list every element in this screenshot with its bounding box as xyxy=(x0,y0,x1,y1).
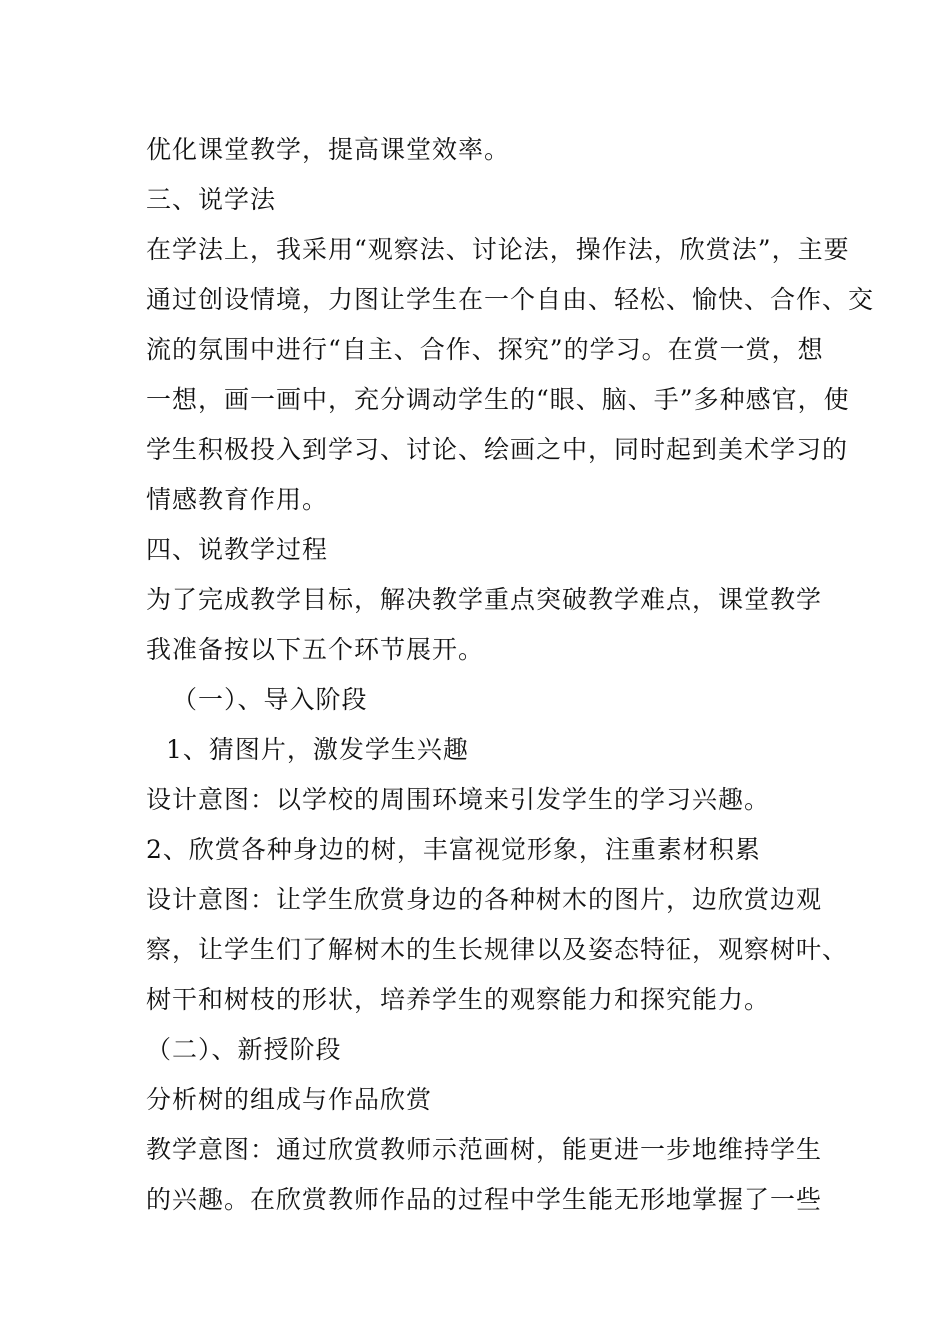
subsection-heading: （二）、新授阶段 xyxy=(146,1035,342,1064)
paragraph-line: 学生积极投入到学习、讨论、绘画之中，同时起到美术学习的 xyxy=(146,435,849,464)
paragraph-line: 树干和树枝的形状，培养学生的观察能力和探究能力。 xyxy=(146,985,771,1014)
section-heading: 四、说教学过程 xyxy=(146,535,329,564)
section-heading: 三、说学法 xyxy=(146,185,277,214)
paragraph-line: 一想，画一画中，充分调动学生的“眼、脑、手”多种感官，使 xyxy=(146,385,850,414)
list-item: 2、欣赏各种身边的树，丰富视觉形象，注重素材积累 xyxy=(146,835,761,864)
paragraph-line: 情感教育作用。 xyxy=(146,485,329,514)
paragraph-line: 设计意图：让学生欣赏身边的各种树木的图片，边欣赏边观 xyxy=(146,885,823,914)
paragraph-line: 教学意图：通过欣赏教师示范画树，能更进一步地维持学生 xyxy=(146,1135,823,1164)
list-item: 1、猜图片，激发学生兴趣 xyxy=(166,735,469,764)
paragraph-line: 设计意图：以学校的周围环境来引发学生的学习兴趣。 xyxy=(146,785,771,814)
paragraph-line: 在学法上，我采用“观察法、讨论法，操作法，欣赏法”，主要 xyxy=(146,235,850,264)
subsection-heading: （一）、导入阶段 xyxy=(172,685,368,714)
paragraph-line: 的兴趣。在欣赏教师作品的过程中学生能无形地掌握了一些 xyxy=(146,1185,823,1214)
paragraph-line: 分析树的组成与作品欣赏 xyxy=(146,1085,433,1114)
paragraph-line: 为了完成教学目标，解决教学重点突破教学难点，课堂教学 xyxy=(146,585,823,614)
paragraph-line: 通过创设情境，力图让学生在一个自由、轻松、愉快、合作、交 xyxy=(146,285,875,314)
paragraph-line: 优化课堂教学，提高课堂效率。 xyxy=(146,135,511,164)
paragraph-line: 流的氛围中进行“自主、合作、探究”的学习。在赏一赏，想 xyxy=(146,335,824,364)
paragraph-line: 察，让学生们了解树木的生长规律以及姿态特征，观察树叶、 xyxy=(146,935,849,964)
paragraph-line: 我准备按以下五个环节展开。 xyxy=(146,635,485,664)
